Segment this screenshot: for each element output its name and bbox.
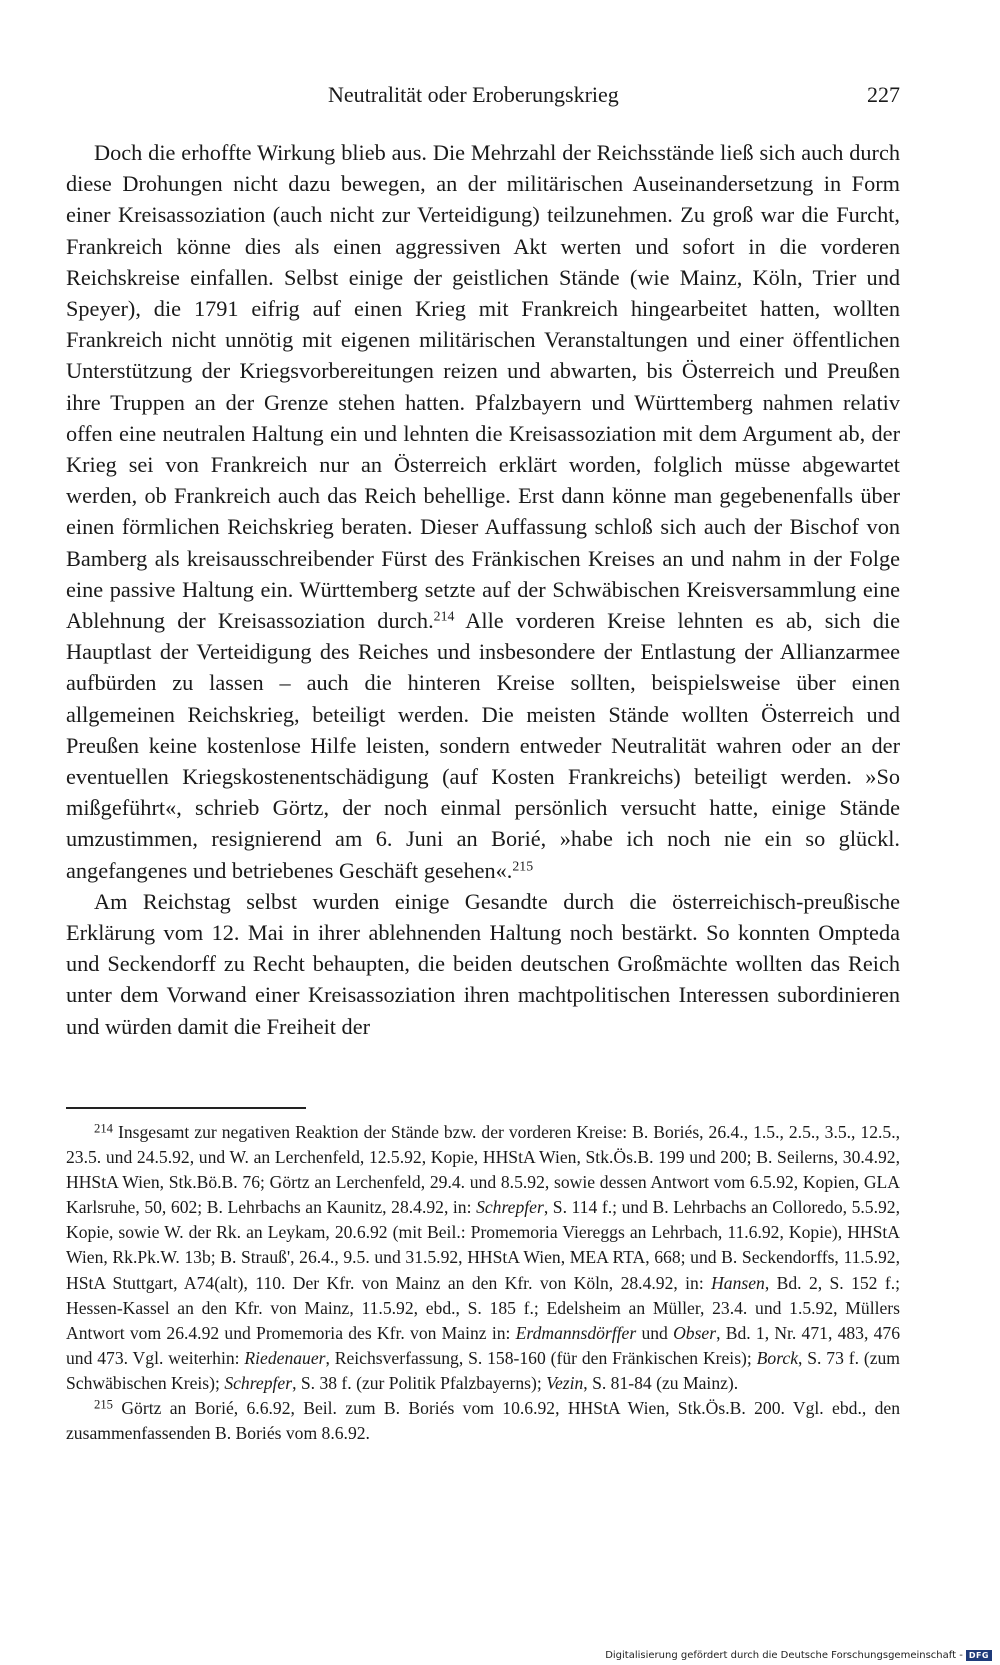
page-header bbox=[66, 78, 900, 112]
footnote-divider bbox=[66, 1107, 306, 1109]
paragraph-1-text-cont: Alle vorderen Kreise lehnten es ab, sich die Hauptlast der Verteidigung des Reiches und insbesondere der Entlastung der Allianzarmee aufbürden zu lassen – auch die hinteren Kreise sollten, beispielsweise über einen allgemeinen Reichskrieg, beteiligt werden. Die meisten Stände wollten Österreich und Preußen keine kostenlose Hilfe leisten, sondern entweder Neutralität wahren oder an der eventuellen Kriegskostenentschädigung (auf Kosten Frankreichs) beteiligt werden. »So mißgeführt«, schrieb Görtz, der noch einmal persönlich versucht hatte, einige Stände umzustimmen, resignierend am 6. Juni an Borié, »habe ich noch nie ein so glückl. angefangenes und betriebenes Geschäft gesehen«. bbox=[66, 608, 900, 883]
author-name: Riedenauer bbox=[244, 1347, 326, 1368]
author-name: Schrepfer bbox=[476, 1197, 544, 1218]
footnotes bbox=[66, 1120, 900, 1446]
credit-text: Digitalisierung gefördert durch die Deutsche Forschungsgemeinschaft - bbox=[605, 1650, 963, 1661]
author-name: Erdmannsdörffer bbox=[515, 1322, 637, 1343]
footnote-text: Insgesamt zur negativen Reaktion der Stände bzw. der vorderen Kreise: B. Boriés, 26.4., 1.5., 2.5., 3.5., 12.5., 23.5. und 24.5.92, und W. an Lerchenfeld, 12.5.92, Kopie, HHStA Wien, Stk.Ös.B. 199 und 200; B. Seilerns, 30.4.92, HHStA Wien, Stk.Bö.B. 76; Görtz an Lerchenfeld, 29.4. und 8.5.92, sowie dessen Antwort vom 6.5.92, Kopien, GLA Karlsruhe, 50, 602; B. Lehrbachs an Kaunitz, 28.4.92, in: bbox=[66, 1122, 900, 1218]
footnote-text: Görtz an Borié, 6.6.92, Beil. zum B. Boriés vom 10.6.92, HHStA Wien, Stk.Ös.B. 200. Vgl. ebd., den zusammenfassenden B. Boriés vom 8.6.92. bbox=[66, 1398, 900, 1444]
page-number: 227 bbox=[867, 82, 900, 107]
running-title: Neutralität oder Eroberungskrieg bbox=[328, 82, 619, 107]
author-name: Schrepfer bbox=[224, 1372, 293, 1393]
footnote-ref-214: 214 bbox=[433, 608, 455, 624]
footnote-214 bbox=[66, 1120, 900, 1396]
footnote-text: , S. 73 f. (zum Schwäbischen Kreis); bbox=[66, 1347, 900, 1393]
footnote-number: 215 bbox=[94, 1397, 113, 1412]
footnote-ref-215: 215 bbox=[512, 858, 534, 874]
main-text bbox=[66, 137, 900, 1042]
footnote-text: , S. 114 f.; und B. Lehrbachs an Colloredo, 5.5.92, Kopie, sowie W. der Rk. an Leykam, 20.6.92 (mit Beil.: Promemoria Viereggs an Lehrbach, 11.6.92, Kopie), HHStA Wien, Rk.Pk.W. 13b; B. Strauß', 26.4., 9.5. und 31.5.92, HHStA Wien, MEA RTA, 668; und B. Seckendorffs, 11.5.92, HStA Stuttgart, A74(alt), 110. Der Kfr. von Mainz an den Kfr. von Köln, 28.4.92, in: bbox=[66, 1197, 900, 1293]
author-name: Obser bbox=[673, 1322, 717, 1343]
paragraph-1 bbox=[66, 137, 900, 886]
footnote-text: und bbox=[636, 1322, 674, 1343]
footnote-text: , Bd. 1, Nr. 471, 483, 476 und 473. Vgl. weiterhin: bbox=[66, 1322, 900, 1368]
footnote-text: , Bd. 2, S. 152 f.; Hessen-Kassel an den Kfr. von Mainz, 11.5.92, ebd., S. 185 f.; Edelsheim an Müller, 23.4. und 1.5.92, Müllers Antwort vom 26.4.92 und Promemoria des Kfr. von Mainz in: bbox=[66, 1272, 900, 1343]
author-name: Borck bbox=[756, 1347, 799, 1368]
footnote-number: 214 bbox=[94, 1121, 113, 1136]
dfg-logo-icon: DFG bbox=[966, 1650, 992, 1661]
footnote-text: , S. 38 f. (zur Politik Pfalzbayerns); bbox=[292, 1372, 547, 1393]
author-name: Hansen bbox=[711, 1272, 765, 1293]
footnote-text: , S. 81-84 (zu Mainz). bbox=[583, 1372, 739, 1393]
author-name: Vezin bbox=[546, 1372, 584, 1393]
footnote-text: , Reichsverfassung, S. 158-160 (für den Fränkischen Kreis); bbox=[325, 1347, 757, 1368]
footnote-215 bbox=[66, 1396, 900, 1446]
paragraph-1-text: Doch die erhoffte Wirkung blieb aus. Die Mehrzahl der Reichsstände ließ sich auch durch diese Drohungen nicht dazu bewegen, an der militärischen Auseinandersetzung in Form einer Kreisassoziation (auch nicht zur Verteidigung) teilzunehmen. Zu groß war die Furcht, Frankreich könne dies als einen aggressiven Akt werten und sofort in die vorderen Reichskreise einfallen. Selbst einige der geistlichen Stände (wie Mainz, Köln, Trier und Speyer), die 1791 eifrig auf einen Krieg mit Frankreich hingearbeitet hatten, wollten Frankreich nicht unnötig mit eigenen militärischen Veranstaltungen und einer öffentlichen Unterstützung der Kriegsvorbereitungen reizen und abwarten, bis Österreich und Preußen ihre Truppen an der Grenze stehen hatten. Pfalzbayern und Württemberg nahmen relativ offen eine neutralen Haltung ein und lehnten die Kreisassoziation mit dem Argument ab, der Krieg sei von Frankreich nur an Österreich erklärt worden, folglich müsse abgewartet werden, ob Frankreich auch das Reich behellige. Erst dann könne man gegebenenfalls über einen förmlichen Reichskrieg beraten. Dieser Auffassung schloß sich auch der Bischof von Bamberg als kreisausschreibender Fürst des Fränkischen Kreises an und nahm in der Folge eine passive Haltung ein. Württemberg setzte auf der Schwäbischen Kreisversammlung eine Ablehnung der Kreisassoziation durch. bbox=[66, 140, 900, 634]
digitization-credit bbox=[605, 1650, 992, 1661]
paragraph-2: Am Reichstag selbst wurden einige Gesandte durch die österreichisch-preußische Erklärung vom 12. Mai in ihrer ablehnenden Haltung noch bestärkt. So konnten Ompteda und Seckendorff zu Recht behaupten, die beiden deutschen Großmächte wollten das Reich unter dem Vorwand einer Kreisassoziation ihren machtpolitischen Interessen subordinieren und würden damit die Freiheit der bbox=[66, 888, 900, 1039]
